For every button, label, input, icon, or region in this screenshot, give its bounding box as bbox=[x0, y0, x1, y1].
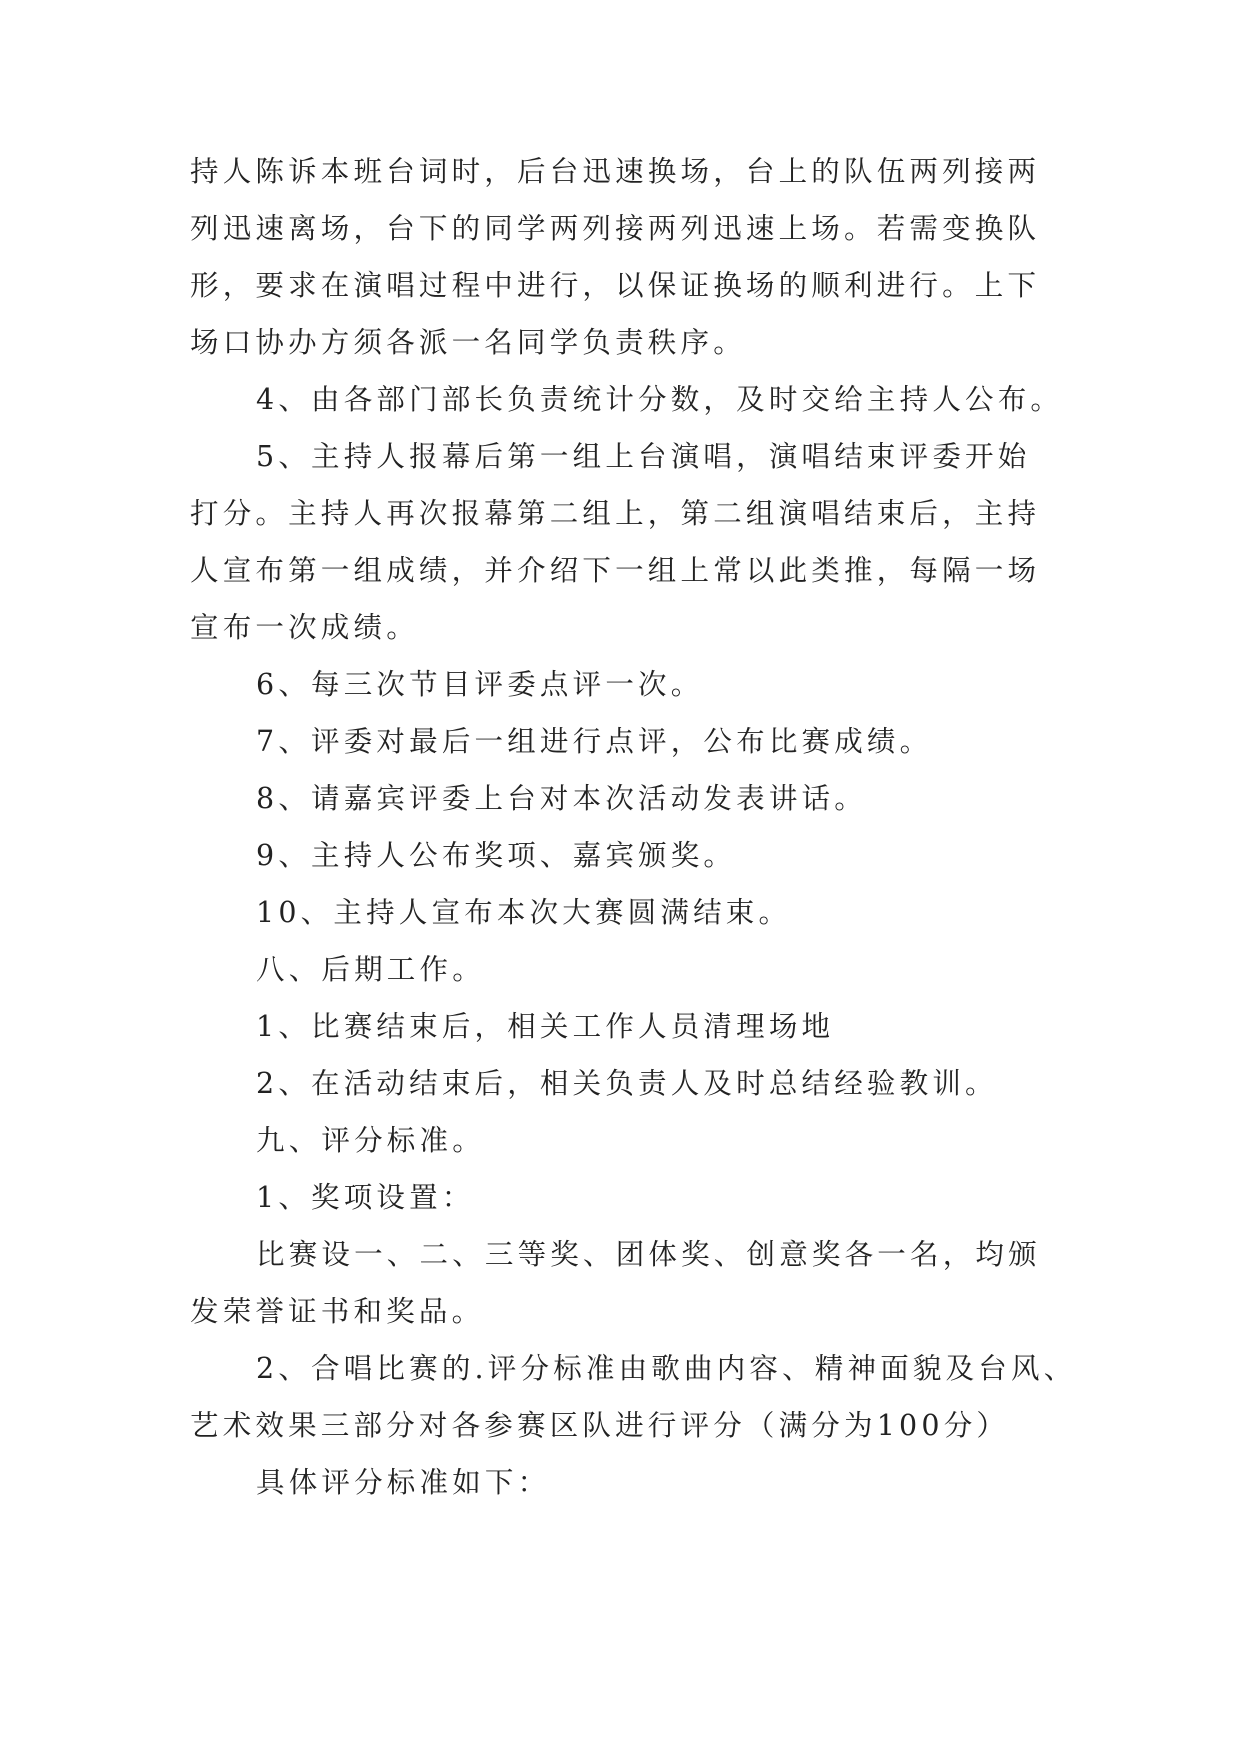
text-line: 6、每三次节目评委点评一次。 bbox=[256, 668, 704, 701]
text-line: 打分。主持人再次报幕第二组上，第二组演唱结束后，主持 bbox=[190, 497, 1041, 530]
text-line: 持人陈诉本班台词时，后台迅速换场，台上的队伍两列接两 bbox=[190, 155, 1041, 188]
text-line: 形，要求在演唱过程中进行，以保证换场的顺利进行。上下 bbox=[190, 269, 1041, 302]
text-line: 人宣布第一组成绩，并介绍下一组上常以此类推，每隔一场 bbox=[190, 554, 1041, 587]
text-line: 2、合唱比赛的.评分标准由歌曲内容、精神面貌及台风、 bbox=[256, 1352, 1077, 1385]
text-line: 列迅速离场，台下的同学两列接两列迅速上场。若需变换队 bbox=[190, 212, 1041, 245]
text-line: 4、由各部门部长负责统计分数，及时交给主持人公布。 bbox=[256, 383, 1064, 416]
text-line: 1、奖项设置： bbox=[256, 1181, 475, 1214]
text-line: 发荣誉证书和奖品。 bbox=[190, 1295, 485, 1328]
text-line: 具体评分标准如下： bbox=[256, 1466, 551, 1499]
text-line: 10、主持人宣布本次大赛圆满结束。 bbox=[256, 896, 792, 929]
text-line: 2、在活动结束后，相关负责人及时总结经验教训。 bbox=[256, 1067, 998, 1100]
text-line: 宣布一次成绩。 bbox=[190, 611, 419, 644]
text-line: 8、请嘉宾评委上台对本次活动发表讲话。 bbox=[256, 782, 867, 815]
text-line: 场口协办方须各派一名同学负责秩序。 bbox=[190, 326, 746, 359]
section-heading: 九、评分标准。 bbox=[256, 1124, 485, 1157]
text-line: 9、主持人公布奖项、嘉宾颁奖。 bbox=[256, 839, 737, 872]
text-line: 5、主持人报幕后第一组上台演唱，演唱结束评委开始 bbox=[256, 440, 1031, 473]
text-line: 1、比赛结束后，相关工作人员清理场地 bbox=[256, 1010, 835, 1043]
text-line: 比赛设一、二、三等奖、团体奖、创意奖各一名，均颁 bbox=[256, 1238, 1041, 1271]
text-line: 艺术效果三部分对各参赛区队进行评分（满分为100分） bbox=[190, 1409, 1010, 1442]
text-line: 7、评委对最后一组进行点评，公布比赛成绩。 bbox=[256, 725, 933, 758]
section-heading: 八、后期工作。 bbox=[256, 953, 485, 986]
